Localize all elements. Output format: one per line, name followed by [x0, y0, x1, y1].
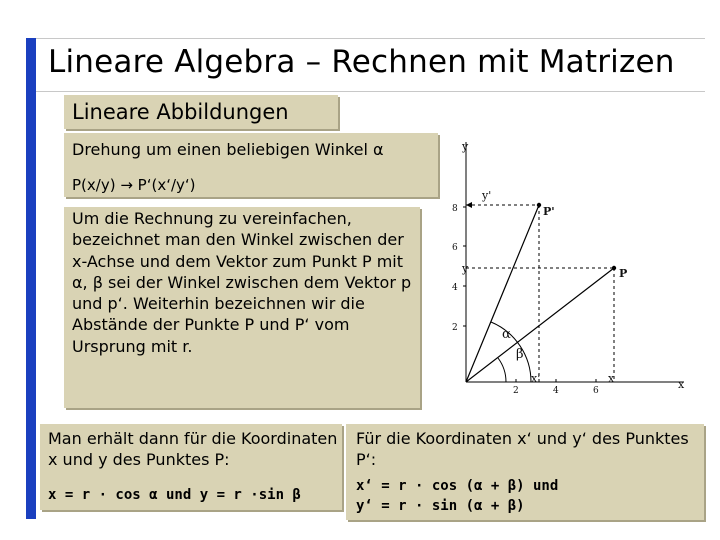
- formula-xy: x = r · cos α und y = r ·sin β: [48, 487, 301, 503]
- accent-bar: [26, 38, 36, 519]
- result-left-text: Man erhält dann für die Koordinaten x und y des Punktes P:: [48, 429, 338, 469]
- angle-beta-label: β: [516, 347, 524, 362]
- angle-alpha-label: α: [502, 327, 511, 342]
- vector-p: [466, 268, 614, 382]
- vector-p-prime: [466, 205, 539, 382]
- point-P-prime: [537, 203, 541, 207]
- y-tick-label-4: 4: [452, 283, 458, 293]
- explanation-text: Um die Rechnung zu vereinfachen, bezeichnet man den Winkel zwischen der x-Achse und dem Vektor zum Punkt P mit α, β sei der Winkel zwischen dem Vektor p und p‘. Weiterhin bezeichnen wir die Abstände der Punkte P und P‘ vom Ursprung mit r.: [72, 209, 412, 356]
- section-subtitle: Lineare Abbildungen: [72, 100, 289, 124]
- arrow-y-prime: [466, 202, 472, 208]
- x-tick-label-4: 4: [553, 386, 559, 396]
- formula-y-prime: y‘ = r · sin (α + β): [356, 498, 525, 514]
- proj-x-prime-label: x': [531, 372, 541, 385]
- angle-alpha-arc: [498, 358, 506, 382]
- slide-title: Lineare Algebra – Rechnen mit Matrizen: [48, 44, 675, 80]
- x-tick-label-2: 2: [513, 386, 519, 396]
- point-P-label: P: [619, 267, 628, 280]
- point-mapping: P(x/y) → P‘(x‘/y‘): [72, 176, 196, 194]
- x-tick-label-6: 6: [593, 386, 599, 396]
- y-axis-label: y: [462, 140, 469, 153]
- formula-x-prime: x‘ = r · cos (α + β) und: [356, 478, 559, 494]
- point-P-prime-label: P': [543, 205, 555, 218]
- proj-y-prime-label: y': [482, 189, 492, 202]
- point-P: [612, 266, 616, 270]
- y-tick-label-6: 6: [452, 243, 458, 253]
- y-tick-label-2: 2: [452, 323, 458, 333]
- x-axis-label: x: [678, 378, 685, 391]
- y-tick-label-8: 8: [452, 204, 458, 214]
- rotation-heading: Drehung um einen beliebigen Winkel α: [72, 140, 384, 159]
- proj-y-label: y: [462, 262, 469, 275]
- angle-outer-arc: [491, 322, 531, 382]
- result-right-text: Für die Koordinaten x‘ und y‘ des Punktes P‘:: [356, 429, 689, 469]
- rotation-diagram: [452, 136, 692, 396]
- proj-x-label: x: [608, 372, 615, 385]
